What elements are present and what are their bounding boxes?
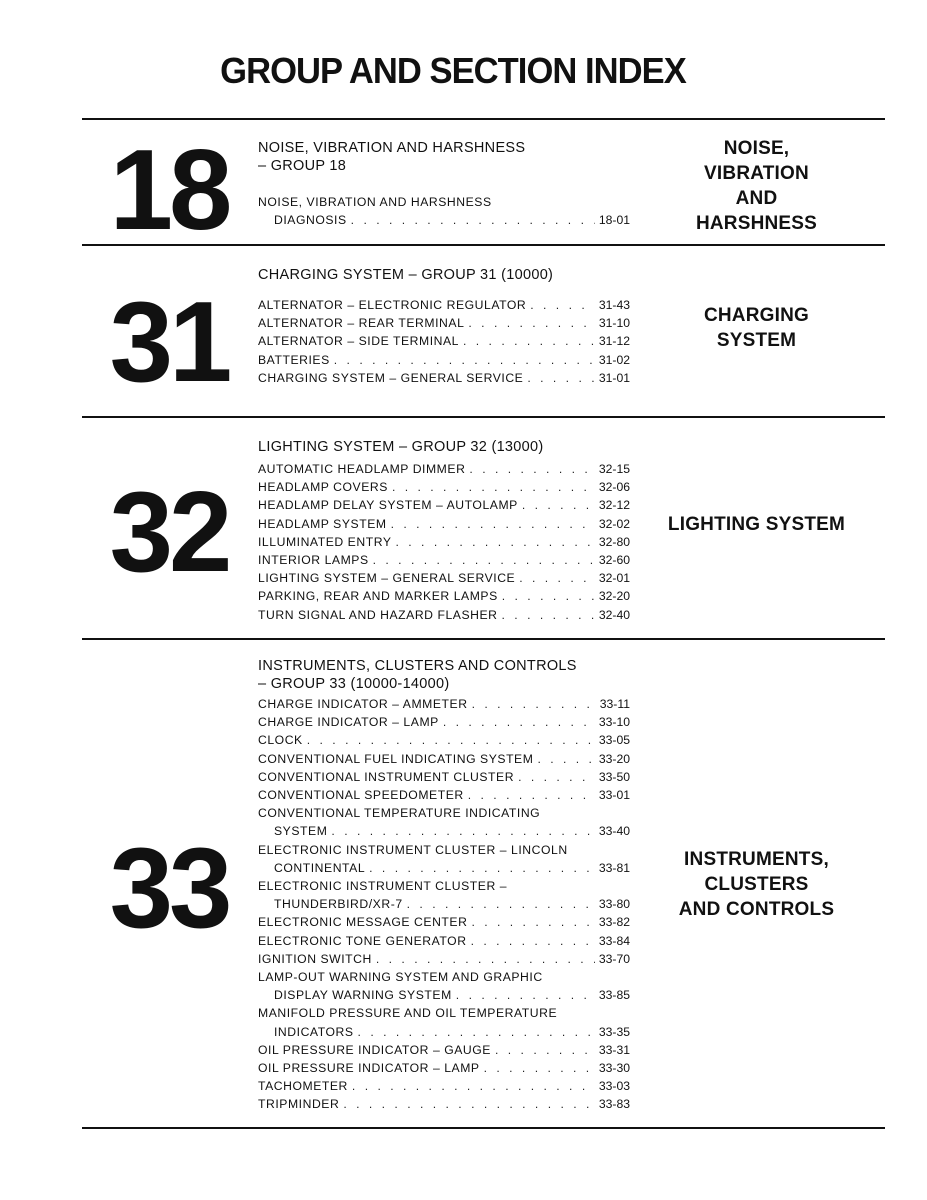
leader-dots (468, 314, 594, 332)
entry-title: ALTERNATOR – SIDE TERMINAL (258, 334, 459, 349)
page-reference: 32-02 (598, 516, 630, 531)
entry-title: CLOCK (258, 733, 303, 748)
side-title-line: AND CONTROLS (678, 899, 835, 920)
section-contents (258, 438, 638, 624)
index-entry[interactable] (258, 950, 638, 968)
group-heading (258, 139, 638, 175)
section-entry-list (258, 460, 638, 624)
page-reference: 33-11 (599, 697, 630, 711)
entry-title: TRIPMINDER (258, 1097, 340, 1112)
leader-dots (331, 822, 594, 840)
section-side-title (654, 512, 859, 537)
page-reference: 33-35 (598, 1024, 630, 1039)
page-reference: 32-12 (598, 498, 630, 513)
index-entry[interactable] (258, 750, 638, 768)
index-entry[interactable] (258, 314, 638, 332)
index-entry[interactable] (258, 587, 638, 605)
leader-dots (392, 478, 595, 496)
page-reference: 33-20 (598, 751, 630, 766)
entry-title: HEADLAMP SYSTEM (258, 516, 387, 531)
index-entry[interactable] (258, 296, 638, 314)
page-reference: 31-02 (598, 352, 630, 367)
divider (82, 638, 885, 640)
entry-title: CHARGE INDICATOR – AMMETER (258, 697, 468, 711)
divider (82, 416, 885, 418)
entry-title-continued: DISPLAY WARNING SYSTEM (274, 988, 452, 1003)
leader-dots (502, 587, 595, 605)
entry-title: ALTERNATOR – REAR TERMINAL (258, 316, 465, 331)
page-reference: 32-80 (598, 534, 630, 549)
leader-dots (373, 551, 595, 569)
page-title: GROUP AND SECTION INDEX (220, 50, 686, 91)
page-reference: 33-85 (598, 988, 630, 1003)
leader-dots (334, 351, 595, 369)
side-title-line: CLUSTERS (704, 874, 809, 895)
group-number: 18 (109, 127, 229, 254)
entry-title: PARKING, REAR AND MARKER LAMPS (258, 589, 498, 604)
entry-title: CONVENTIONAL TEMPERATURE INDICATING (258, 806, 541, 821)
leader-dots (469, 460, 594, 478)
entry-title: LIGHTING SYSTEM – GENERAL SERVICE (258, 571, 516, 586)
page-reference: 33-03 (598, 1079, 630, 1094)
group-heading-line: NOISE, VIBRATION AND HARSHNESS (258, 140, 526, 156)
side-title-line: SYSTEM (716, 330, 797, 351)
page-reference: 32-06 (598, 480, 630, 495)
index-entry[interactable] (258, 569, 638, 587)
index-entry[interactable] (258, 841, 638, 877)
group-heading (258, 657, 638, 693)
section-side-title (654, 136, 859, 236)
entry-title: CHARGE INDICATOR – LAMP (258, 715, 439, 730)
group-heading-line: LIGHTING SYSTEM – GROUP 32 (13000) (258, 439, 544, 455)
entry-title: BATTERIES (258, 352, 330, 367)
group-heading (258, 266, 638, 284)
index-entry[interactable] (258, 478, 638, 496)
leader-dots (463, 332, 595, 350)
index-entry[interactable] (258, 369, 638, 387)
page-reference: 32-20 (598, 589, 630, 604)
index-entry[interactable] (258, 533, 638, 551)
page-reference: 31-10 (598, 316, 630, 331)
leader-dots (351, 211, 595, 229)
leader-dots (468, 786, 595, 804)
leader-dots (376, 950, 595, 968)
entry-title: ILLUMINATED ENTRY (258, 534, 392, 549)
leader-dots (518, 768, 595, 786)
section-contents (258, 266, 638, 387)
page-reference: 33-70 (598, 951, 630, 966)
section-side-title (654, 303, 859, 353)
index-entry[interactable] (258, 351, 638, 369)
leader-dots (495, 1041, 595, 1059)
page-reference: 33-05 (598, 733, 630, 748)
leader-dots (519, 569, 595, 587)
page-reference: 32-60 (598, 553, 630, 568)
index-entry[interactable] (258, 496, 638, 514)
entry-title-continued: INDICATORS (274, 1024, 354, 1039)
side-title-line: LIGHTING SYSTEM (667, 514, 846, 535)
group-heading-line: INSTRUMENTS, CLUSTERS AND CONTROLS (258, 658, 577, 674)
index-entry[interactable] (258, 713, 638, 731)
entry-title: CONVENTIONAL INSTRUMENT CLUSTER (258, 769, 515, 784)
entry-title-continued: DIAGNOSIS (274, 213, 347, 228)
entry-title: CONVENTIONAL FUEL INDICATING SYSTEM (258, 751, 534, 766)
group-number: 33 (109, 825, 229, 952)
group-heading (258, 438, 638, 456)
index-entry[interactable] (258, 1095, 638, 1113)
leader-dots (537, 750, 594, 768)
section-side-title (654, 847, 859, 922)
leader-dots (472, 695, 596, 713)
index-entry[interactable] (258, 1077, 638, 1095)
page-reference: 33-84 (598, 933, 630, 948)
index-entry[interactable] (258, 551, 638, 569)
index-entry[interactable] (258, 193, 638, 229)
entry-title: NOISE, VIBRATION AND HARSHNESS (258, 195, 492, 209)
page-reference: 31-12 (598, 334, 630, 349)
entry-title: ELECTRONIC INSTRUMENT CLUSTER – (258, 879, 508, 894)
entry-title: ELECTRONIC MESSAGE CENTER (258, 915, 468, 930)
entry-title: OIL PRESSURE INDICATOR – GAUGE (258, 1042, 491, 1057)
index-entry[interactable] (258, 695, 638, 713)
group-heading-line: – GROUP 18 (258, 158, 347, 174)
leader-dots (369, 859, 595, 877)
divider (82, 118, 885, 120)
index-entry[interactable] (258, 913, 638, 931)
entry-title: INTERIOR LAMPS (258, 553, 369, 568)
leader-dots (358, 1023, 595, 1041)
leader-dots (471, 913, 594, 931)
group-heading-line: CHARGING SYSTEM – GROUP 31 (10000) (258, 267, 554, 283)
page-reference: 33-30 (598, 1061, 630, 1076)
section-entry-list (258, 695, 638, 1114)
entry-title: OIL PRESSURE INDICATOR – LAMP (258, 1061, 480, 1076)
page-reference: 33-82 (598, 915, 630, 930)
entry-title: TURN SIGNAL AND HAZARD FLASHER (258, 607, 498, 622)
leader-dots (484, 1059, 595, 1077)
leader-dots (307, 731, 595, 749)
leader-dots (527, 369, 594, 387)
entry-title: AUTOMATIC HEADLAMP DIMMER (258, 462, 466, 476)
entry-title: CONVENTIONAL SPEEDOMETER (258, 788, 464, 803)
entry-title: TACHOMETER (258, 1079, 348, 1094)
page-reference: 32-01 (598, 571, 630, 586)
page-reference: 33-50 (598, 769, 630, 784)
leader-dots (396, 533, 595, 551)
section-entry-list (258, 296, 638, 387)
group-number: 31 (109, 279, 229, 406)
divider (82, 1127, 885, 1129)
page-reference: 32-40 (598, 607, 630, 622)
entry-title: HEADLAMP COVERS (258, 480, 388, 495)
entry-title: IGNITION SWITCH (258, 951, 372, 966)
page-reference: 33-01 (598, 788, 630, 803)
entry-title: HEADLAMP DELAY SYSTEM – AUTOLAMP (258, 498, 518, 513)
entry-title-continued: CONTINENTAL (274, 860, 366, 875)
index-entry[interactable] (258, 877, 638, 913)
index-entry[interactable] (258, 332, 638, 350)
side-title-line: AND (735, 188, 778, 209)
side-title-line: CHARGING (703, 305, 810, 326)
leader-dots (456, 986, 595, 1004)
group-number: 32 (109, 469, 229, 596)
leader-dots (530, 296, 595, 314)
index-entry[interactable] (258, 804, 638, 840)
side-title-line: HARSHNESS (695, 213, 818, 234)
entry-title: MANIFOLD PRESSURE AND OIL TEMPERATURE (258, 1006, 558, 1021)
entry-title: ELECTRONIC TONE GENERATOR (258, 933, 467, 948)
page-reference: 33-83 (598, 1097, 630, 1112)
leader-dots (502, 606, 595, 624)
leader-dots (352, 1077, 595, 1095)
leader-dots (471, 932, 595, 950)
index-entry[interactable] (258, 768, 638, 786)
entry-title: ALTERNATOR – ELECTRONIC REGULATOR (258, 298, 527, 312)
entry-title: ELECTRONIC INSTRUMENT CLUSTER – LINCOLN (258, 842, 568, 857)
index-entry[interactable] (258, 515, 638, 533)
index-entry[interactable] (258, 460, 638, 478)
section-entry-list (258, 193, 638, 229)
page-reference: 18-01 (598, 213, 630, 228)
section-contents (258, 657, 638, 1114)
page-reference: 33-40 (598, 824, 630, 839)
index-entry[interactable] (258, 1004, 638, 1040)
entry-title-continued: THUNDERBIRD/XR-7 (274, 897, 403, 912)
leader-dots (407, 895, 595, 913)
leader-dots (443, 713, 595, 731)
side-title-line: NOISE, (723, 138, 790, 159)
index-entry[interactable] (258, 606, 638, 624)
entry-title: CHARGING SYSTEM – GENERAL SERVICE (258, 370, 524, 385)
index-entry[interactable] (258, 932, 638, 950)
section-contents (258, 139, 638, 229)
side-title-line: INSTRUMENTS, (684, 849, 829, 870)
page-reference: 33-10 (598, 715, 630, 730)
page-reference: 33-81 (598, 860, 630, 875)
index-entry[interactable] (258, 786, 638, 804)
page-reference: 31-01 (598, 370, 630, 385)
index-entry[interactable] (258, 731, 638, 749)
page-reference: 33-31 (598, 1042, 630, 1057)
index-entry[interactable] (258, 1059, 638, 1077)
leader-dots (391, 515, 595, 533)
page-reference: 33-80 (598, 897, 630, 912)
index-entry[interactable] (258, 1041, 638, 1059)
group-heading-line: – GROUP 33 (10000-14000) (258, 676, 450, 692)
side-title-line: VIBRATION (704, 163, 809, 184)
leader-dots (343, 1095, 594, 1113)
entry-title-continued: SYSTEM (274, 824, 328, 839)
entry-title: LAMP-OUT WARNING SYSTEM AND GRAPHIC (258, 970, 543, 985)
page-reference: 32-15 (598, 462, 630, 476)
page-reference: 31-43 (598, 298, 630, 312)
leader-dots (522, 496, 595, 514)
index-entry[interactable] (258, 968, 638, 1004)
